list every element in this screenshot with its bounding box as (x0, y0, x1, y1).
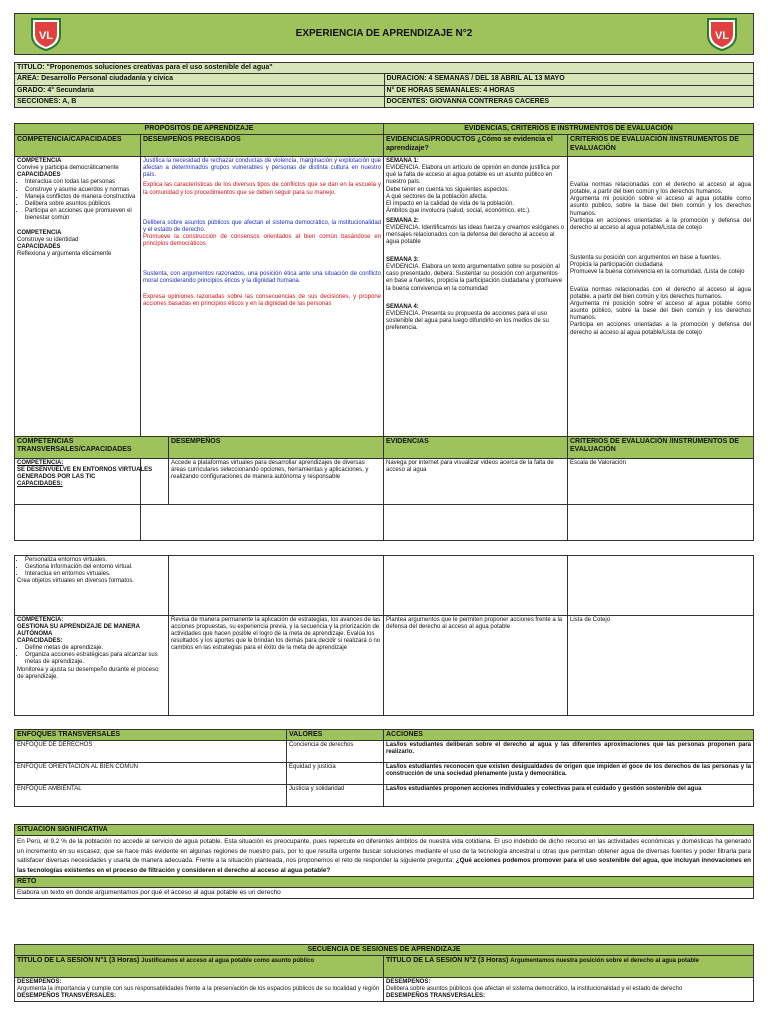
criterio-7: Evalúa normas relacionadas con el derecho al acceso al agua potable, a partir del bien común y los derechos humanos. (570, 287, 751, 301)
desempenos-label: DESEMPEÑOS: (17, 979, 62, 986)
document-title: EXPERIENCIA DE APRENDIZAJE N°2 (295, 28, 473, 39)
tic-extra: Crea objetos virtuales en diversos formatos. (17, 578, 135, 585)
session2-name: Argumentamos nuestra posición sobre el derecho al agua potable (510, 958, 700, 965)
gestiona-desempeno: Revisa de manera permanente la aplicación de estrategias, los avances de las acciones propuestas, su experiencia previa, y la secuencia y la priorización de actividades que hacen posible el logro de la meta de aprendizaje. Evalúa los resultados y los aportes que le brindan los demás para decidir si realizará o no cambios en las estrategias para el éxito de la meta de aprendizaje (169, 616, 384, 716)
week2-title: SEMANA 2: (386, 217, 419, 224)
week1-title: SEMANA 1: (386, 158, 419, 165)
col-criterios: CRITERIOS DE EVALUACIÓN /INSTRUMENTOS DE EVALUACIÓN (568, 135, 754, 157)
enfoque-name: ENFOQUE ORIENTACIÓN AL BIEN COMÚN (15, 763, 287, 785)
list-item: • Maneja conflictos de manera constructiva (25, 194, 138, 201)
teachers-cell: DOCENTES: GIOVANNA CONTRERAS CACERES (384, 96, 754, 107)
col-criterios-t: CRITERIOS DE EVALUACIÓN /INSTRUMENTOS DE EVALUACIÓN (568, 437, 754, 459)
list-item: • Participa en acciones que promueven el bienestar común (25, 208, 138, 222)
session1-name: Justificamos el acceso al agua potable como asunto público (141, 958, 315, 965)
col-evidencias: EVIDENCIAS/PRODUCTOS ¿Cómo se evidencia el aprendizaje? (384, 135, 568, 157)
list-item: • Interactúa con todas las personas (25, 179, 138, 186)
week4-evidence: EVIDENCIA. Presenta su propuesta de acciones para el uso sostenible del agua para luego difundirlo en los medios de su preferencia. (386, 310, 549, 331)
situacion-table (14, 824, 754, 899)
cap2-title: CAPACIDADES (17, 244, 61, 251)
comp2-title: COMPETENCIA (17, 229, 62, 236)
session1-desempenos (15, 978, 384, 1002)
sesiones-table (14, 944, 754, 1002)
gestiona-extra: Monitorea y ajusta su desempeño durante el proceso de aprendizaje. (17, 666, 159, 680)
cap-title: CAPACIDADES (17, 172, 61, 179)
enfoque-name: ENFOQUE AMBIENTAL (15, 785, 287, 807)
reto-text: Elabora un texto en donde argumentamos por qué el acceso al agua potable es un derecho (15, 888, 754, 899)
cap-label: CAPACIDADES: (17, 481, 63, 488)
enfoques-section (14, 729, 754, 807)
transversales-label: DESEMPEÑOS TRANSVERSALES: (386, 993, 486, 1000)
session2-title (384, 956, 754, 978)
comp1-title: COMPETENCIA (17, 158, 62, 165)
situacion-question: ¿Qué acciones podemos promover para el uso sostenible del agua, que incluyan innovaciones en las tecnologías existentes en el proceso de filtración y consideren el derecho al acceso al agua potable? (17, 857, 752, 874)
session2-desempenos (384, 978, 754, 1002)
duration-cell: DURACIÓN: 4 SEMANAS / DEL 18 ABRIL AL 13 MAYO (384, 74, 754, 85)
week1-evidence: EVIDENCIA. Elabora un artículo de opinión en donde justifica por qué la falta de acceso al agua potable es un asunto público en nuestro país. (386, 165, 561, 186)
gestiona-evidencia: Plantea argumentos que le permiten proponer acciones frente a la defensa del derecho al acceso al agua potable (384, 616, 568, 716)
criterio-4: Sustenta su posición con argumentos en base a fuentes. (570, 254, 722, 261)
enfoque-valor: Justicia y solidaridad (287, 785, 384, 807)
criterio-tic: Escala de Valoración (568, 459, 754, 505)
comp-tic-cell (15, 459, 169, 505)
session1-title (15, 956, 384, 978)
enfoque-accion: Las/los estudiantes reconocen que existen desigualdades de origen que impiden el goce de los derechos de las personas y la construcción de una sociedad plenamente justa y democrática. (384, 763, 754, 785)
week2-evidence: EVIDENCIA. Identificamos las ideas fuerza y creamos eslóganes o mensajes relacionados con la defensa del derecho al acceso al agua potable (386, 224, 565, 246)
document-header (14, 13, 754, 55)
info-table (14, 62, 754, 108)
evidencia-tic: Navega por internet para visualizar videos acerca de la falta de acceso al agua (384, 459, 568, 505)
week4-title: SEMANA 4: (386, 303, 419, 310)
col-desempenos: DESEMPEÑOS PRECISADOS (141, 135, 384, 157)
comp1-name: Convive y participa democráticamente (17, 165, 119, 172)
col-competencia: COMPETENCIA/CAPACIDADES (15, 135, 141, 157)
sesiones-heading: SECUENCIA DE SESIONES DE APRENDIZAJE (15, 945, 754, 956)
evidencias-heading: EVIDENCIAS, CRITERIOS E INSTRUMENTOS DE EVALUACIÓN (384, 124, 754, 135)
col-valores: VALORES (287, 730, 384, 741)
week1-aspect-c: El impacto en la calidad de vida de la población. (386, 200, 515, 207)
list-item: • Define metas de aprendizaje. (25, 645, 166, 652)
criterio-5: Propicia la participación ciudadana (570, 261, 663, 268)
enfoque-valor: Equidad y justicia (287, 763, 384, 785)
sesiones-section (14, 944, 754, 1002)
comp-label: COMPETENCIA: (17, 460, 64, 466)
list-item: • Personaliza entornos virtuales. (25, 557, 166, 564)
svg-text:VL: VL (714, 30, 730, 42)
enfoque-name: ENFOQUE DE DERECHOS (15, 741, 287, 763)
criterio-8: Argumenta mi posición sobre el acceso al agua potable como asunto público, sobre la base del bien común y los derechos humanos. (570, 301, 751, 322)
criterio-9: Participa en acciones orientadas a la promoción y defensa del derecho al acceso al agua potable/Lista de cotejo (570, 322, 751, 336)
situacion-text (15, 836, 754, 877)
session1-desempeno: Argumenta la importancia y cumple con sus responsabilidades frente a la preservación de los espacios públicos de su localidad y región (17, 986, 380, 993)
comp2-name: Construye su identidad (17, 237, 79, 244)
transversales-label: DESEMPEÑOS TRANSVERSALES: (17, 993, 117, 1000)
gestiona-name: GESTIONA SU APRENDIZAJE DE MANERA AUTÓNOMA (17, 624, 140, 638)
gestiona-criterio: Lista de Cotejo (568, 616, 754, 716)
tic-capacidades-cell (15, 556, 169, 616)
week1-aspect-d: Ámbitos que involucra (salud, social, económico, etc.). (386, 207, 531, 214)
capacidades-list (17, 179, 138, 221)
list-item: • Gestiona información del entorno virtual. (25, 564, 166, 571)
col-acciones: ACCIONES (384, 730, 754, 741)
desempeno-1: Justifica la necesidad de rechazar conductas de violencia, marginación y explotación que afectan a determinados grupos vulnerables y personas de distinta cultura en nuestro país. (143, 158, 382, 179)
comp-label: COMPETENCIA: (17, 617, 64, 623)
criterio-1: Evalúa normas relacionadas con el derecho al acceso al agua potable, a partir del bien común y los derechos humanos. (570, 182, 751, 196)
transversales-section (14, 436, 754, 505)
enfoques-table (14, 729, 754, 807)
title-cell: TITULO: "Proponemos soluciones creativas para el uso sostenible del agua" (15, 63, 754, 74)
desempeno-5: Sustenta, con argumentos razonados, una posición ética ante una situación de conflicto moral considerando principios éticos y la dignidad humana. (143, 270, 382, 285)
gestiona-capacidades-list (17, 645, 166, 666)
comp-tic-name: SE DESENVUELVE EN ENTORNOS VIRTUALES GENERADOS POR LAS TIC (17, 467, 153, 481)
enfoque-accion: Las/los estudiantes proponen acciones individuales y colectivas para el cuidado y gestión sostenible del agua (384, 785, 754, 807)
criterio-6: Promueve la buena convivencia en la comunidad. /Lista de cotejo (570, 268, 745, 275)
propositos-heading: PROPÓSITOS DE APRENDIZAJE (15, 124, 384, 135)
area-cell: ÁREA: Desarrollo Personal ciudadanía y cívica (15, 74, 385, 85)
page2-transversales (14, 555, 754, 716)
reto-heading: RETO (15, 877, 754, 888)
col-comp-transversales: COMPETENCIAS TRANSVERSALES/CAPACIDADES (15, 437, 169, 459)
desempeno-tic: Accede a plataformas virtuales para desarrollar aprendizajes de diversas áreas curriculares seleccionando opciones, herramientas y aplicaciones, y realizando configuraciones de manera autónoma y responsable (169, 459, 384, 505)
hours-cell: N° DE HORAS SEMANALES: 4 HORAS (384, 85, 754, 96)
col-desempenos-t: DESEMPEÑOS (169, 437, 384, 459)
enfoque-accion: Las/los estudiantes deliberan sobre el derecho al agua y las diferentes aproximaciones que las personas proponen para realizarlo. (384, 741, 754, 763)
session1-label: TÍTULO DE LA SESIÓN N°1 (3 Horas) (17, 957, 140, 965)
session2-desempeno: Delibera sobre asuntos públicos que afectan el sistema democrático, la institucionalidad y el estado de derecho (386, 986, 683, 993)
cap-label: CAPACIDADES: (17, 638, 63, 645)
enfoque-valor: Conciencia de derechos (287, 741, 384, 763)
school-logo-right (705, 17, 739, 51)
list-item: • Delibera sobre asuntos públicos (25, 201, 138, 208)
col-evidencias-t: EVIDENCIAS (384, 437, 568, 459)
list-item: • Construye y asume acuerdos y normas (25, 187, 138, 194)
sections-cell: SECCIONES: A, B (15, 96, 385, 107)
desempeno-4: Promueve la construcción de consensos orientados al bien común basándose en principios democráticos (143, 233, 382, 247)
situacion-section (14, 824, 754, 899)
gestiona-cell (15, 616, 169, 716)
week3-title: SEMANA 3: (386, 257, 419, 264)
tic-capacidades-list (17, 557, 166, 578)
page2-table (14, 555, 754, 716)
week1-aspects: Debe tener en cuenta los siguientes aspectos: (386, 186, 510, 193)
situacion-body: En Perú, el 9,2 % de la población no accede al servicio de agua potable. Esta situación es preocupante, pues repercute en diferentes ámbitos de nuestra vida cotidiana. El uso indebido de dicho recurso en las actividades económicas y domésticas ha generado un incremento en su escasez, que se hace más evidente en algunas regiones de nuestro país, por lo que resulta urgente buscar soluciones mediante el uso de la tecnología ancestral u otras que permitan obtener agua de diversas fuentes y poder filtrarla para satisfacer diversas necesidades y usarla de manera adecuada. Frente a la situación planteada, nos proponemos el reto de responder la siguiente pregunta: (17, 838, 751, 865)
criterio-3: Participa en acciones orientadas a la promoción y defensa del derecho al acceso al agua potable/Lista de cotejo (570, 217, 751, 231)
list-item: • Interactúa en entornos virtuales. (25, 571, 166, 578)
week3-evidence: EVIDENCIA. Elabora un texto argumentativo sobre su posición al caso presentado, deberá: Sustentar su posición con argumentos en base a fuentes, propicia la participación ciudadana y promueve la buena convivencia en la comunidad (386, 264, 563, 292)
session2-label: TÍTULO DE LA SESIÓN N°2 (3 Horas) (386, 957, 509, 965)
desempeno-6: Expresa opiniones razonadas sobre las consecuencias de sus decisiones, y propone acciones basadas en principios éticos y en la dignidad de las personas (143, 294, 382, 308)
desempeno-3: Delibera sobre asuntos públicos que afectan el sistema democrático, la institucionalidad y el estado de derecho. (143, 219, 382, 233)
situacion-heading: SITUACIÓN SIGNIFICATIVA (15, 825, 754, 836)
cap2-text: Reflexiona y argumenta éticamente (17, 251, 112, 258)
transversales-table (14, 436, 754, 505)
grade-cell: GRADO: 4° Secundaria (15, 85, 385, 96)
info-section (14, 62, 754, 108)
svg-text:VL: VL (38, 30, 54, 42)
col-enfoques: ENFOQUES TRANSVERSALES (15, 730, 287, 741)
criterio-2: Argumenta mi posición sobre el acceso al agua potable como asunto público, sobre la base del bien común y los derechos humanos. (570, 196, 751, 217)
desempeno-2: Explica las características de los diversos tipos de conflictos que se dan en la escuela y la comunidad y los procedimientos que se deben seguir para su manejo. (143, 182, 382, 196)
week1-aspect-b: A qué sectores de la población afecta. (386, 193, 488, 200)
list-item: • Organiza acciones estratégicas para alcanzar sus metas de aprendizaje. (25, 652, 166, 666)
desempenos-label: DESEMPEÑOS: (386, 979, 431, 986)
